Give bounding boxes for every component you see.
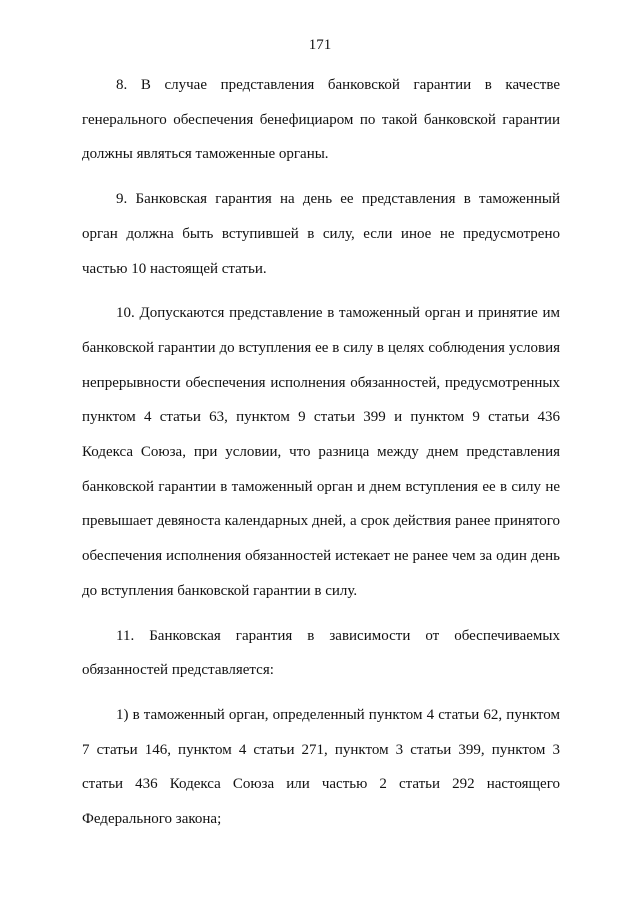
document-body [82, 68, 560, 837]
paragraph-8: 8. В случае представления банковской гарантии в качестве генерального обеспечения бенефициаром по такой банковской гарантии должны являться таможенные органы. [82, 77, 560, 163]
paragraph-11: 11. Банковская гарантия в зависимости от обеспечиваемых обязанностей представляется: [82, 627, 560, 679]
paragraph-11-item-1: 1) в таможенный орган, определенный пунктом 4 статьи 62, пунктом 7 статьи 146, пунктом 4 статьи 271, пунктом 3 статьи 399, пунктом 3 статьи 436 Кодекса Союза или частью 2 статьи 292 настоящего Федерального закона; [82, 706, 560, 828]
paragraph-9: 9. Банковская гарантия на день ее представления в таможенный орган должна быть вступившей в силу, если иное не предусмотрено частью 10 настоящей статьи. [82, 191, 560, 277]
page-number: 171 [308, 37, 332, 53]
paragraph-10: 10. Допускаются представление в таможенный орган и принятие им банковской гарантии до вступления ее в силу в целях соблюдения условия непрерывности обеспечения исполнения обязанностей, предусмотренных пунктом 4 статьи 63, пунктом 9 статьи 399 и пунктом 9 статьи 436 Кодекса Союза, при условии, что разница между днем представления банковской гарантии в таможенный орган и днем вступления ее в силу не превышает девяноста календарных дней, а срок действия ранее принятого обеспечения исполнения обязанностей истекает не ранее чем за один день до вступления банковской гарантии в силу. [82, 305, 560, 599]
